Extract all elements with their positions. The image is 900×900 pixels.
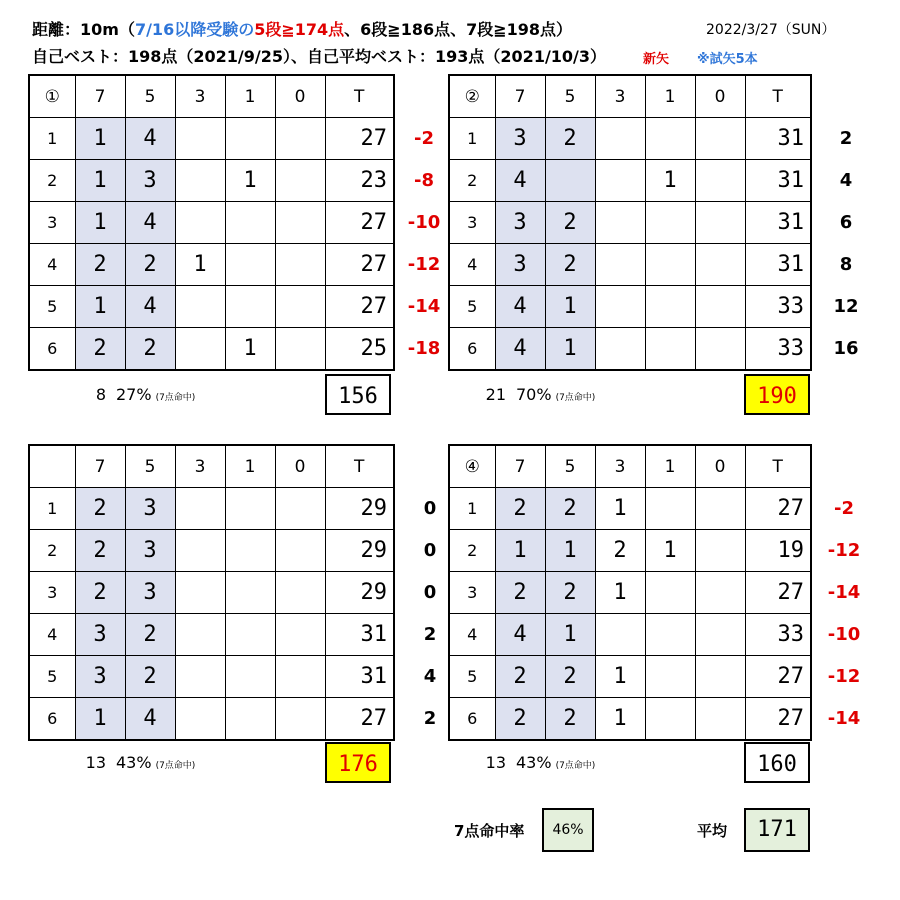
cell-3: 1 — [595, 656, 645, 698]
hit-stats — [466, 385, 595, 404]
hit-percent: 70% — [516, 385, 552, 404]
col-header: 0 — [695, 75, 745, 118]
diff-value: 2 — [423, 624, 437, 645]
row-total: 29 — [325, 530, 394, 572]
row-total: 31 — [745, 118, 811, 160]
table-row — [449, 698, 811, 741]
row-number: 6 — [449, 328, 495, 371]
diff-value: 6 — [839, 212, 853, 233]
round-total: 160 — [744, 742, 810, 783]
table-header-row — [449, 445, 811, 488]
cell-0 — [275, 118, 325, 160]
row-total: 31 — [745, 202, 811, 244]
table-row — [29, 614, 394, 656]
col-header: 0 — [275, 445, 325, 488]
cell-3 — [175, 488, 225, 530]
row-total: 31 — [325, 614, 394, 656]
cell-3 — [595, 286, 645, 328]
cell-0 — [275, 572, 325, 614]
hit-note: (7点命中) — [155, 393, 196, 403]
average-label: 平均 — [697, 822, 728, 840]
row-number: 6 — [449, 698, 495, 741]
round-label — [29, 445, 75, 488]
cell-3: 1 — [175, 244, 225, 286]
col-header: 0 — [275, 75, 325, 118]
col-header: 5 — [545, 75, 595, 118]
row-number: 3 — [29, 202, 75, 244]
dan5-condition-text: 5段≧174点 — [254, 20, 345, 39]
cell-1 — [645, 698, 695, 741]
distance-text: 距離：10m（ — [32, 20, 135, 39]
hit-count: 13 — [485, 753, 506, 772]
col-header: 3 — [595, 445, 645, 488]
cell-5: 1 — [545, 614, 595, 656]
cell-0 — [695, 118, 745, 160]
cell-0 — [275, 244, 325, 286]
cell-1: 1 — [225, 160, 275, 202]
row-number: 2 — [29, 160, 75, 202]
table-row — [449, 614, 811, 656]
col-header: 5 — [125, 445, 175, 488]
cell-7: 3 — [75, 656, 125, 698]
col-header: 7 — [75, 75, 125, 118]
cell-1 — [225, 614, 275, 656]
cell-3 — [175, 202, 225, 244]
diff-value: 2 — [839, 128, 853, 149]
cell-1 — [225, 698, 275, 741]
cell-0 — [695, 328, 745, 371]
cell-1: 1 — [645, 530, 695, 572]
cell-3 — [175, 614, 225, 656]
diff-value: -10 — [407, 212, 441, 233]
row-total: 31 — [325, 656, 394, 698]
row-total: 29 — [325, 488, 394, 530]
diff-value: -2 — [414, 128, 434, 149]
table-row — [449, 244, 811, 286]
col-header: 0 — [695, 445, 745, 488]
row-number: 1 — [29, 488, 75, 530]
cell-1 — [645, 202, 695, 244]
cell-0 — [695, 614, 745, 656]
col-header: 1 — [645, 445, 695, 488]
table-header-row — [449, 75, 811, 118]
cell-0 — [275, 614, 325, 656]
diff-value: -2 — [834, 498, 854, 519]
cell-7: 1 — [495, 530, 545, 572]
cell-5: 2 — [545, 698, 595, 741]
cell-7: 2 — [75, 572, 125, 614]
row-number: 2 — [449, 160, 495, 202]
cell-3 — [175, 698, 225, 741]
col-header: 5 — [125, 75, 175, 118]
cell-3 — [175, 572, 225, 614]
table-header-row — [29, 445, 394, 488]
row-total: 31 — [745, 244, 811, 286]
col-header: T — [325, 75, 394, 118]
row-number: 3 — [449, 202, 495, 244]
cell-7: 3 — [495, 118, 545, 160]
cell-1 — [225, 244, 275, 286]
cell-7: 3 — [495, 244, 545, 286]
hit-stats — [466, 753, 595, 772]
table-row — [449, 656, 811, 698]
cell-3 — [175, 160, 225, 202]
col-header: 3 — [175, 445, 225, 488]
cell-7: 2 — [495, 698, 545, 741]
dan67-condition-text: 、6段≧186点、7段≧198点） — [344, 20, 573, 39]
cell-0 — [695, 656, 745, 698]
row-total: 27 — [745, 698, 811, 741]
diff-value: -12 — [827, 666, 861, 687]
cell-1 — [225, 488, 275, 530]
col-header: 3 — [175, 75, 225, 118]
cell-5: 3 — [125, 530, 175, 572]
cell-3 — [595, 118, 645, 160]
diff-value: 0 — [423, 498, 437, 519]
cell-5: 2 — [545, 118, 595, 160]
hit-rate-label: 7点命中率 — [454, 822, 525, 840]
cell-0 — [275, 328, 325, 371]
cell-5: 3 — [125, 572, 175, 614]
col-header: 5 — [545, 445, 595, 488]
col-header: 7 — [495, 445, 545, 488]
cell-7: 1 — [75, 202, 125, 244]
row-total: 27 — [325, 118, 394, 160]
hit-percent: 27% — [116, 385, 152, 404]
cell-1 — [225, 656, 275, 698]
col-header: 1 — [645, 75, 695, 118]
cell-1 — [225, 572, 275, 614]
diff-value: 0 — [423, 540, 437, 561]
row-number: 5 — [449, 656, 495, 698]
col-header: 1 — [225, 75, 275, 118]
hit-stats — [66, 753, 195, 772]
col-header: T — [745, 75, 811, 118]
row-number: 4 — [29, 614, 75, 656]
diff-value: -10 — [827, 624, 861, 645]
cell-1 — [225, 202, 275, 244]
hit-count: 13 — [85, 753, 106, 772]
cell-7: 1 — [75, 160, 125, 202]
row-number: 5 — [29, 286, 75, 328]
hit-rate-value: 46% — [542, 808, 594, 852]
cell-3 — [175, 286, 225, 328]
trial-arrows-note: ※試矢5本 — [697, 52, 758, 67]
diff-value: -8 — [414, 170, 434, 191]
col-header: 7 — [75, 445, 125, 488]
cell-0 — [695, 160, 745, 202]
cell-5: 1 — [545, 328, 595, 371]
diff-value: -14 — [827, 708, 861, 729]
table-row — [29, 698, 394, 741]
diff-value: 2 — [423, 708, 437, 729]
row-total: 27 — [745, 488, 811, 530]
diff-value: 4 — [423, 666, 437, 687]
cell-3 — [175, 530, 225, 572]
row-number: 2 — [449, 530, 495, 572]
cell-5 — [545, 160, 595, 202]
table-row — [449, 328, 811, 371]
hit-count: 21 — [485, 385, 506, 404]
cell-3 — [595, 328, 645, 371]
cell-7: 4 — [495, 614, 545, 656]
cell-3: 2 — [595, 530, 645, 572]
cell-0 — [695, 488, 745, 530]
row-total: 31 — [745, 160, 811, 202]
cell-7: 4 — [495, 286, 545, 328]
cell-5: 2 — [125, 328, 175, 371]
cell-3 — [595, 202, 645, 244]
cell-1 — [645, 118, 695, 160]
cell-7: 2 — [495, 656, 545, 698]
exam-condition-text: 7/16以降受験の — [134, 20, 255, 39]
row-total: 33 — [745, 614, 811, 656]
round-total: 156 — [325, 374, 391, 415]
table-row — [29, 572, 394, 614]
round-label: ② — [449, 75, 495, 118]
diff-value: 0 — [423, 582, 437, 603]
row-number: 1 — [449, 488, 495, 530]
table-row — [29, 118, 394, 160]
row-total: 25 — [325, 328, 394, 371]
cell-7: 1 — [75, 286, 125, 328]
cell-3 — [175, 118, 225, 160]
table-row — [29, 530, 394, 572]
table-row — [449, 572, 811, 614]
score-table-4 — [448, 444, 812, 741]
row-number: 5 — [29, 656, 75, 698]
hit-count: 8 — [95, 385, 106, 404]
cell-0 — [695, 572, 745, 614]
cell-5: 4 — [125, 286, 175, 328]
table-row — [29, 286, 394, 328]
cell-7: 1 — [75, 698, 125, 741]
row-total: 27 — [325, 244, 394, 286]
cell-1 — [645, 328, 695, 371]
round-label: ④ — [449, 445, 495, 488]
cell-5: 2 — [545, 656, 595, 698]
cell-1 — [225, 530, 275, 572]
cell-5: 4 — [125, 118, 175, 160]
row-total: 33 — [745, 286, 811, 328]
hit-stats — [66, 385, 195, 404]
cell-3 — [595, 244, 645, 286]
col-header: 1 — [225, 445, 275, 488]
cell-5: 3 — [125, 160, 175, 202]
cell-0 — [275, 202, 325, 244]
row-number: 2 — [29, 530, 75, 572]
cell-0 — [695, 286, 745, 328]
row-number: 1 — [29, 118, 75, 160]
table-row — [449, 202, 811, 244]
cell-0 — [275, 656, 325, 698]
cell-0 — [275, 488, 325, 530]
diff-value: -12 — [407, 254, 441, 275]
table-row — [29, 160, 394, 202]
cell-0 — [275, 160, 325, 202]
cell-5: 2 — [125, 656, 175, 698]
cell-1 — [225, 118, 275, 160]
cell-7: 3 — [495, 202, 545, 244]
cell-5: 2 — [545, 202, 595, 244]
cell-7: 1 — [75, 118, 125, 160]
round-label: ① — [29, 75, 75, 118]
cell-5: 4 — [125, 202, 175, 244]
score-table-3 — [28, 444, 395, 741]
diff-value: 16 — [833, 338, 859, 359]
cell-3 — [595, 614, 645, 656]
cell-1: 1 — [225, 328, 275, 371]
cell-0 — [695, 530, 745, 572]
cell-3: 1 — [595, 488, 645, 530]
diff-value: 4 — [839, 170, 853, 191]
score-table-2 — [448, 74, 812, 371]
cell-5: 3 — [125, 488, 175, 530]
table-row — [449, 530, 811, 572]
cell-1 — [645, 656, 695, 698]
diff-value: 12 — [833, 296, 859, 317]
table-row — [449, 488, 811, 530]
col-header: T — [745, 445, 811, 488]
cell-7: 2 — [75, 244, 125, 286]
row-number: 6 — [29, 328, 75, 371]
table-row — [29, 656, 394, 698]
cell-0 — [695, 698, 745, 741]
cell-0 — [695, 202, 745, 244]
table-row — [29, 202, 394, 244]
cell-1 — [645, 614, 695, 656]
cell-5: 2 — [545, 488, 595, 530]
diff-value: -12 — [827, 540, 861, 561]
cell-0 — [275, 530, 325, 572]
cell-0 — [695, 244, 745, 286]
hit-percent: 43% — [116, 753, 152, 772]
table-row — [29, 488, 394, 530]
row-total: 27 — [745, 572, 811, 614]
table-header-row — [29, 75, 394, 118]
row-total: 27 — [325, 698, 394, 741]
cell-7: 2 — [495, 572, 545, 614]
cell-5: 2 — [125, 244, 175, 286]
header-line-2: 自己ベスト：198点（2021/9/25）、自己平均ベスト：193点（2021/10/3） — [32, 47, 607, 66]
row-total: 29 — [325, 572, 394, 614]
hit-note: (7点命中) — [555, 761, 596, 771]
row-total: 27 — [325, 286, 394, 328]
row-number: 6 — [29, 698, 75, 741]
row-total: 19 — [745, 530, 811, 572]
cell-7: 2 — [75, 328, 125, 371]
cell-1 — [645, 286, 695, 328]
date-text: 2022/3/27（SUN） — [706, 22, 836, 38]
average-value: 171 — [744, 808, 810, 852]
cell-1 — [645, 488, 695, 530]
row-total: 27 — [745, 656, 811, 698]
row-number: 5 — [449, 286, 495, 328]
cell-3: 1 — [595, 698, 645, 741]
row-number: 4 — [449, 614, 495, 656]
cell-1 — [645, 244, 695, 286]
diff-value: -14 — [827, 582, 861, 603]
score-table-1 — [28, 74, 395, 371]
cell-3 — [175, 328, 225, 371]
cell-7: 2 — [75, 530, 125, 572]
cell-5: 2 — [125, 614, 175, 656]
col-header: T — [325, 445, 394, 488]
cell-3: 1 — [595, 572, 645, 614]
cell-1 — [645, 572, 695, 614]
diff-value: 8 — [839, 254, 853, 275]
row-number: 1 — [449, 118, 495, 160]
cell-0 — [275, 698, 325, 741]
diff-value: -14 — [407, 296, 441, 317]
cell-1: 1 — [645, 160, 695, 202]
cell-7: 4 — [495, 328, 545, 371]
cell-7: 4 — [495, 160, 545, 202]
cell-1 — [225, 286, 275, 328]
cell-5: 1 — [545, 286, 595, 328]
diff-value: -18 — [407, 338, 441, 359]
cell-5: 4 — [125, 698, 175, 741]
round-total: 176 — [325, 742, 391, 783]
hit-percent: 43% — [516, 753, 552, 772]
new-arrows-label: 新矢 — [643, 52, 670, 67]
row-number: 3 — [29, 572, 75, 614]
row-total: 33 — [745, 328, 811, 371]
row-total: 27 — [325, 202, 394, 244]
row-total: 23 — [325, 160, 394, 202]
cell-7: 2 — [75, 488, 125, 530]
table-row — [29, 328, 394, 371]
row-number: 3 — [449, 572, 495, 614]
table-row — [449, 118, 811, 160]
round-total: 190 — [744, 374, 810, 415]
hit-note: (7点命中) — [155, 761, 196, 771]
col-header: 7 — [495, 75, 545, 118]
header-line-1 — [32, 17, 572, 40]
cell-3 — [595, 160, 645, 202]
table-row — [449, 286, 811, 328]
hit-note: (7点命中) — [555, 393, 596, 403]
table-row — [449, 160, 811, 202]
col-header: 3 — [595, 75, 645, 118]
table-row — [29, 244, 394, 286]
cell-3 — [175, 656, 225, 698]
cell-7: 2 — [495, 488, 545, 530]
cell-7: 3 — [75, 614, 125, 656]
cell-5: 1 — [545, 530, 595, 572]
row-number: 4 — [29, 244, 75, 286]
cell-5: 2 — [545, 572, 595, 614]
cell-5: 2 — [545, 244, 595, 286]
row-number: 4 — [449, 244, 495, 286]
cell-0 — [275, 286, 325, 328]
